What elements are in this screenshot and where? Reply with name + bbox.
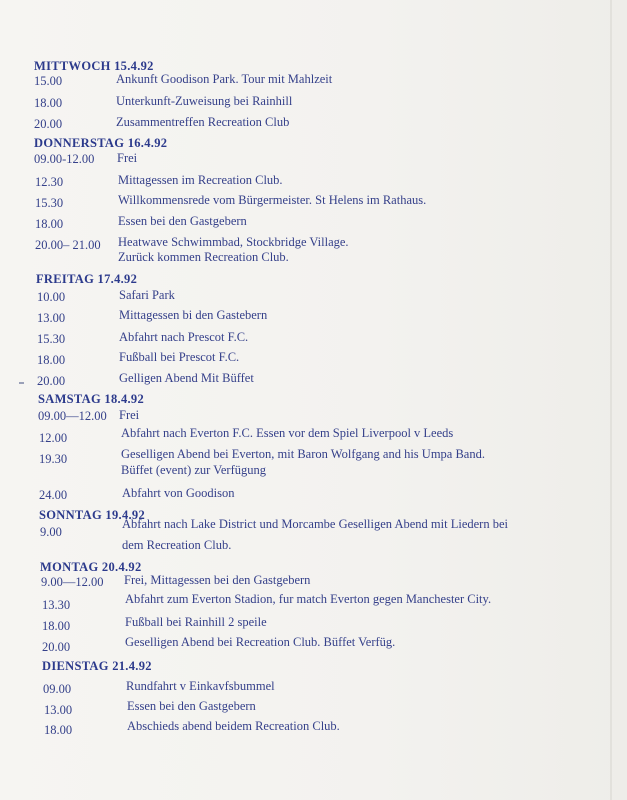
event-time: 09.00—12.00 — [38, 409, 107, 423]
event-description: Heatwave Schwimmbad, Stockbridge Village. — [118, 235, 349, 249]
event-time: 20.00 — [42, 640, 71, 654]
event-description: Fußball bei Rainhill 2 speile — [125, 615, 267, 629]
day-heading: DONNERSTAG 16.4.92 — [34, 136, 168, 150]
event-description: Mittagessen bi den Gastebern — [119, 308, 268, 322]
event-description-continued: dem Recreation Club. — [122, 538, 232, 552]
event-description: Geselligen Abend bei Everton, mit Baron Wolfgang and his Umpa Band. — [121, 447, 485, 461]
event-time: 13.00 — [44, 703, 73, 717]
event-description: Essen bei den Gastgebern — [118, 214, 247, 228]
event-time: 15.00 — [34, 74, 63, 88]
event-time: 24.00 — [39, 488, 68, 502]
event-description-continued: Zurück kommen Recreation Club. — [118, 250, 289, 264]
event-time: 15.30 — [37, 332, 66, 346]
event-description: Abfahrt nach Everton F.C. Essen vor dem Spiel Liverpool v Leeds — [121, 426, 454, 440]
event-description: Ankunft Goodison Park. Tour mit Mahlzeit — [116, 72, 333, 86]
day-heading: MONTAG 20.4.92 — [40, 560, 142, 574]
day-heading: SAMSTAG 18.4.92 — [38, 392, 145, 406]
event-description: Abfahrt nach Lake District und Morcambe Geselligen Abend mit Liedern bei — [122, 517, 508, 531]
event-time: 12.30 — [35, 175, 64, 189]
day-heading: FREITAG 17.4.92 — [36, 272, 138, 286]
event-description: Gelligen Abend Mit Büffet — [119, 371, 254, 385]
event-time: 15.30 — [35, 196, 64, 210]
event-description: Unterkunft-Zuweisung bei Rainhill — [116, 94, 293, 108]
event-description: Safari Park — [119, 288, 175, 302]
event-time: 18.00 — [37, 353, 66, 367]
event-time: 9.00 — [40, 525, 62, 539]
event-time: 13.00 — [37, 311, 66, 325]
event-description: Zusammentreffen Recreation Club — [116, 115, 290, 129]
event-time: 20.00 — [37, 374, 66, 388]
event-time: 18.00 — [35, 217, 64, 231]
event-description: Abfahrt von Goodison — [122, 486, 235, 500]
event-description: Rundfahrt v Einkavfsbummel — [126, 679, 275, 693]
event-time: 09.00-12.00 — [34, 152, 95, 166]
event-time: 18.00 — [42, 619, 71, 633]
day-heading: MITTWOCH 15.4.92 — [34, 59, 154, 73]
event-time: 18.00 — [34, 96, 63, 110]
event-description: Willkommensrede vom Bürgermeister. St Helens im Rathaus. — [118, 193, 427, 207]
event-time: 10.00 — [37, 290, 66, 304]
event-time: 18.00 — [44, 723, 73, 737]
event-description: Abschieds abend beidem Recreation Club. — [127, 719, 340, 733]
event-description: Fußball bei Prescot F.C. — [119, 350, 240, 364]
event-description: Frei, Mittagessen bei den Gastgebern — [124, 573, 311, 587]
event-time: 12.00 — [39, 431, 68, 445]
event-description: Geselligen Abend bei Recreation Club. Büffet Verfüg. — [125, 635, 396, 649]
day-heading: DIENSTAG 21.4.92 — [42, 659, 152, 673]
event-time: 13.30 — [42, 598, 71, 612]
event-description: Mittagessen im Recreation Club. — [118, 173, 283, 187]
event-time: 20.00 — [34, 117, 63, 131]
event-time: 20.00– 21.00 — [35, 238, 101, 252]
day-heading: SONNTAG 19.4.92 — [39, 508, 146, 522]
event-description: Frei — [119, 408, 140, 422]
event-time: 09.00 — [43, 682, 72, 696]
event-time: 19.30 — [39, 452, 68, 466]
event-time: 9.00—12.00 — [41, 575, 104, 589]
event-description: Abfahrt nach Prescot F.C. — [119, 330, 249, 344]
event-description: Abfahrt zum Everton Stadion, fur match Everton gegen Manchester City. — [125, 592, 492, 606]
event-description: Essen bei den Gastgebern — [127, 699, 256, 713]
event-description: Frei — [117, 151, 138, 165]
event-description-continued: Büffet (event) zur Verfügung — [121, 463, 266, 477]
